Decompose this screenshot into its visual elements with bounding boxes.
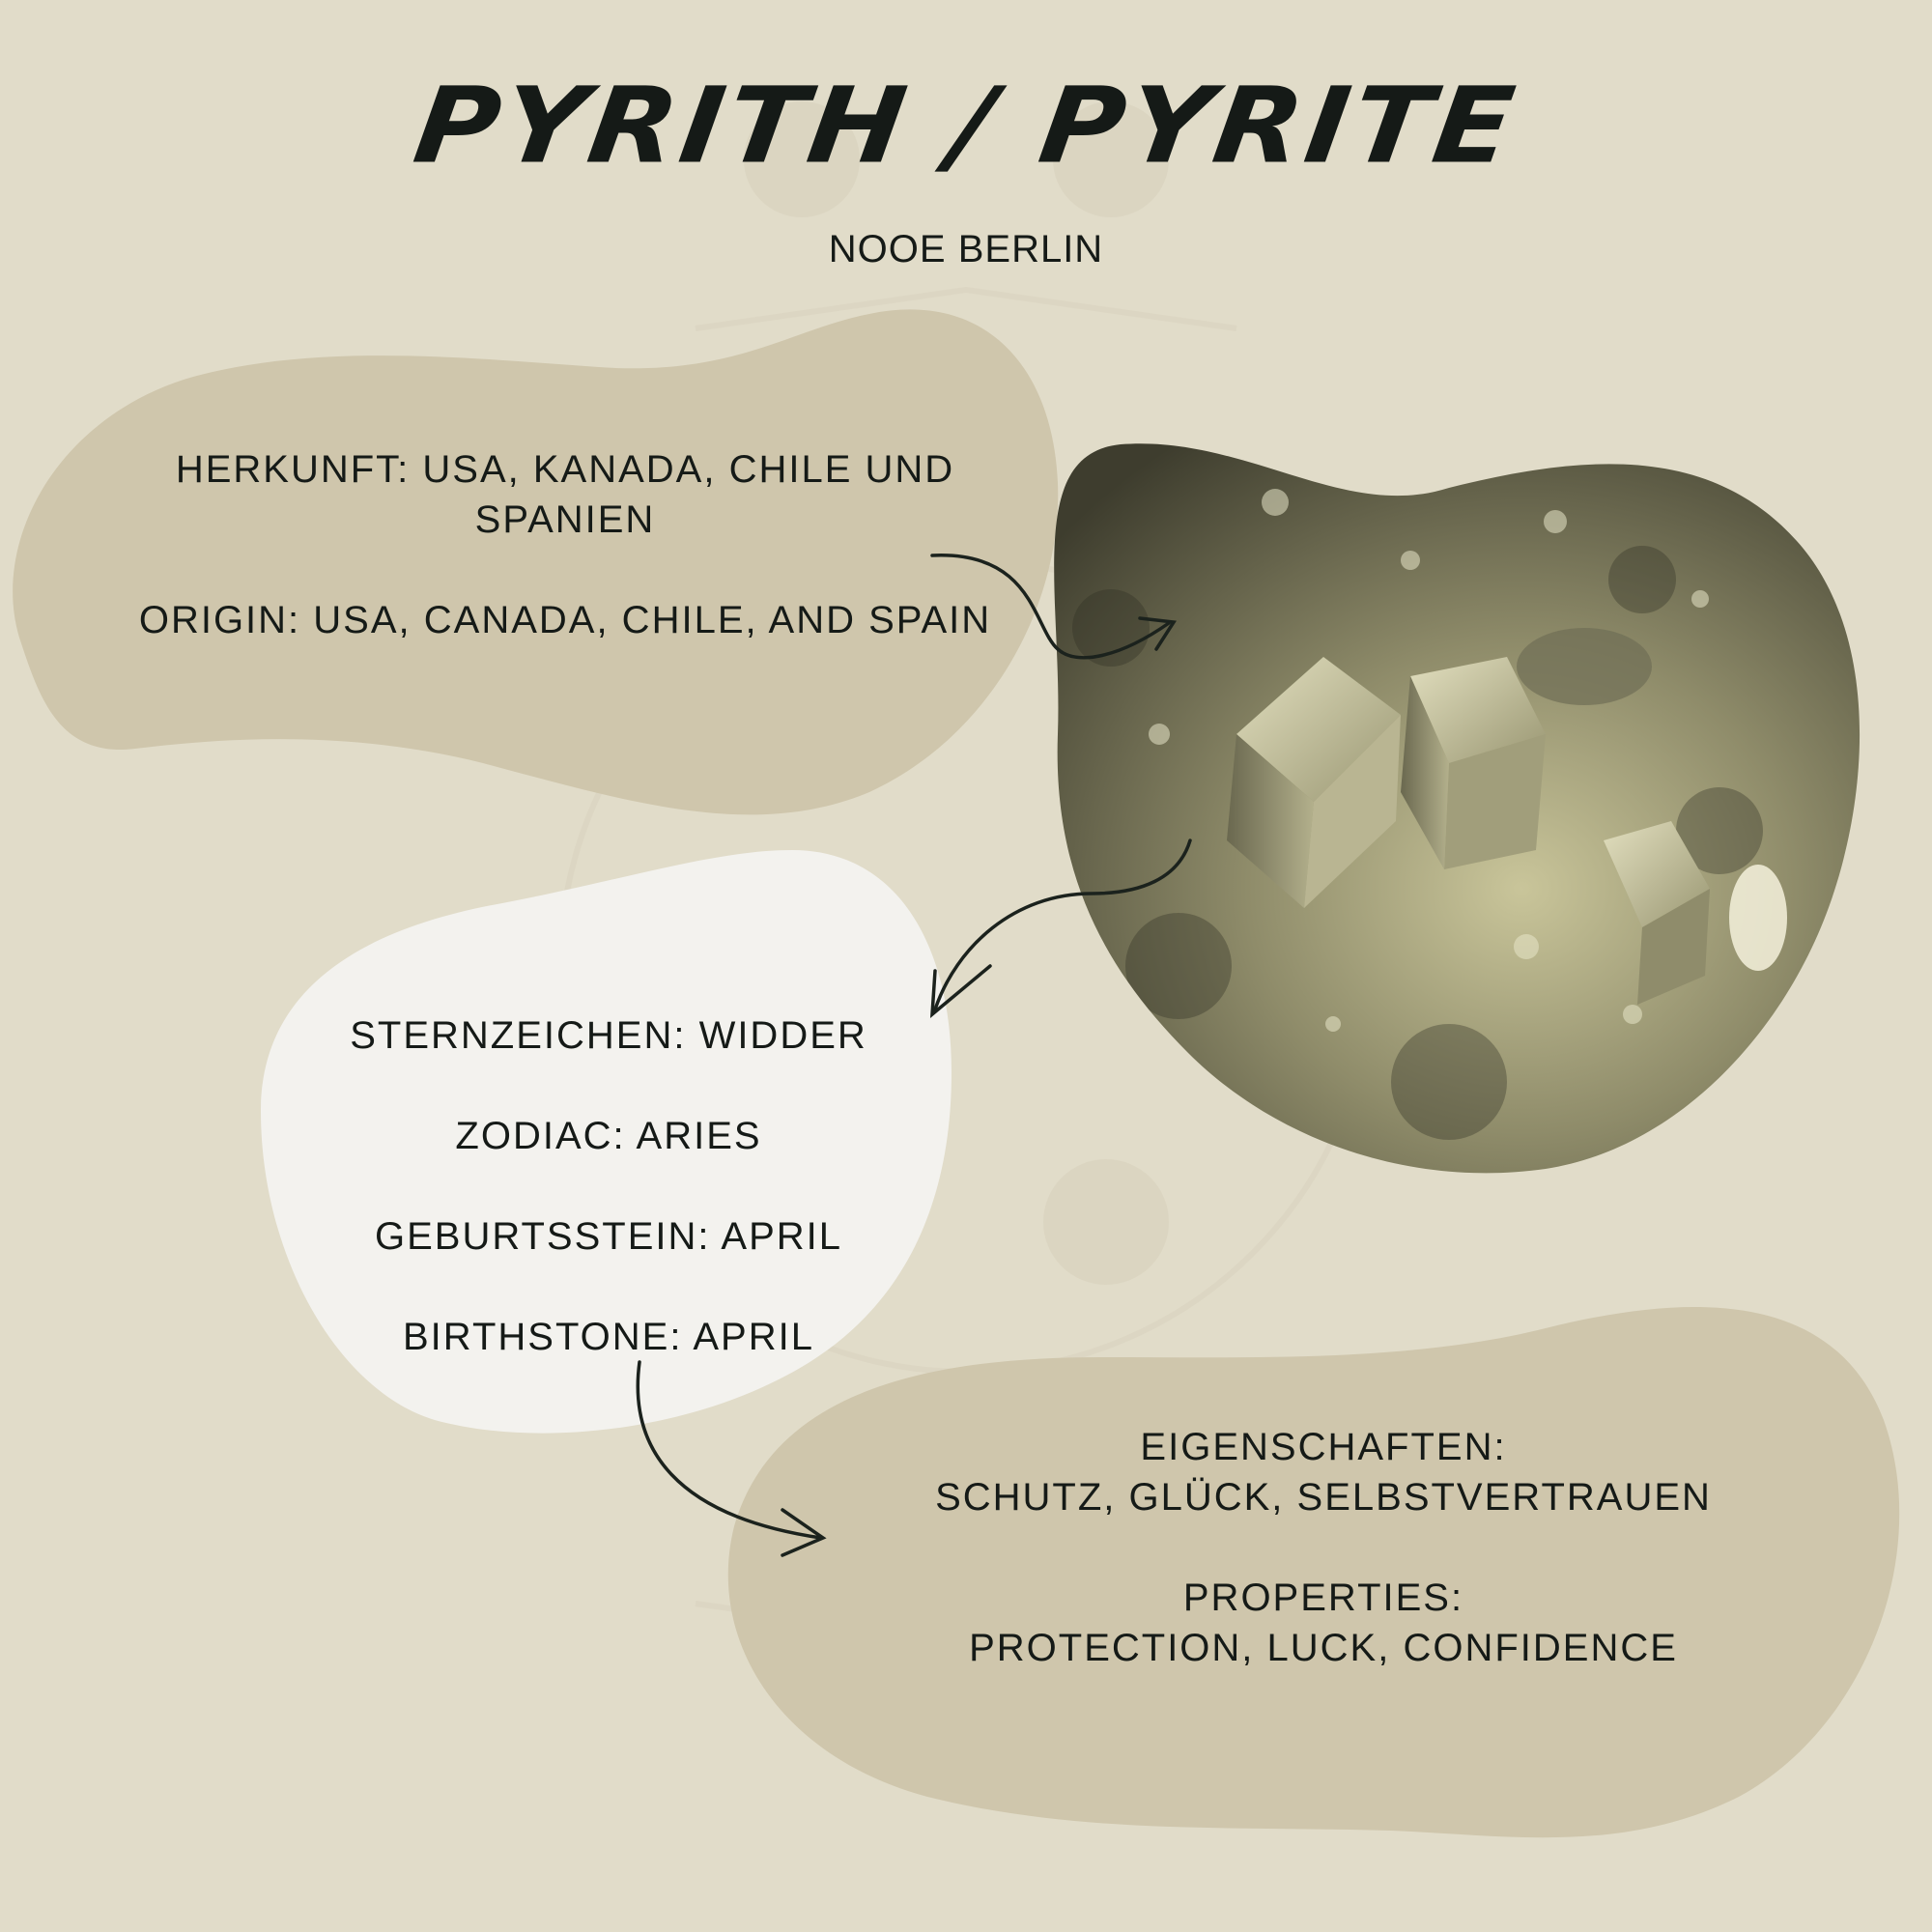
pyrite-photo (1043, 425, 1913, 1198)
page-title: PYRITH / PYRITE (407, 64, 1525, 187)
properties-en-values: PROTECTION, LUCK, CONFIDENCE (969, 1627, 1678, 1669)
birthstone-en: BIRTHSTONE: APRIL (403, 1316, 814, 1358)
origin-de: HERKUNFT: USA, KANADA, CHILE UND SPANIEN (175, 448, 955, 541)
birthstone-de: GEBURTSSTEIN: APRIL (374, 1215, 843, 1258)
properties-en-heading: PROPERTIES: (1182, 1577, 1464, 1619)
brand-subtitle: NOOE BERLIN (828, 228, 1104, 270)
zodiac-info (290, 985, 927, 1387)
properties-info (908, 1422, 1739, 1673)
properties-de-values: SCHUTZ, GLÜCK, SELBSTVERTRAUEN (935, 1476, 1712, 1519)
origin-info (126, 444, 1005, 645)
properties-de-heading: EIGENSCHAFTEN: (1140, 1426, 1507, 1468)
origin-en: ORIGIN: USA, CANADA, CHILE, AND SPAIN (138, 599, 992, 641)
zodiac-en: ZODIAC: ARIES (455, 1115, 762, 1157)
zodiac-de: STERNZEICHEN: WIDDER (350, 1014, 867, 1057)
